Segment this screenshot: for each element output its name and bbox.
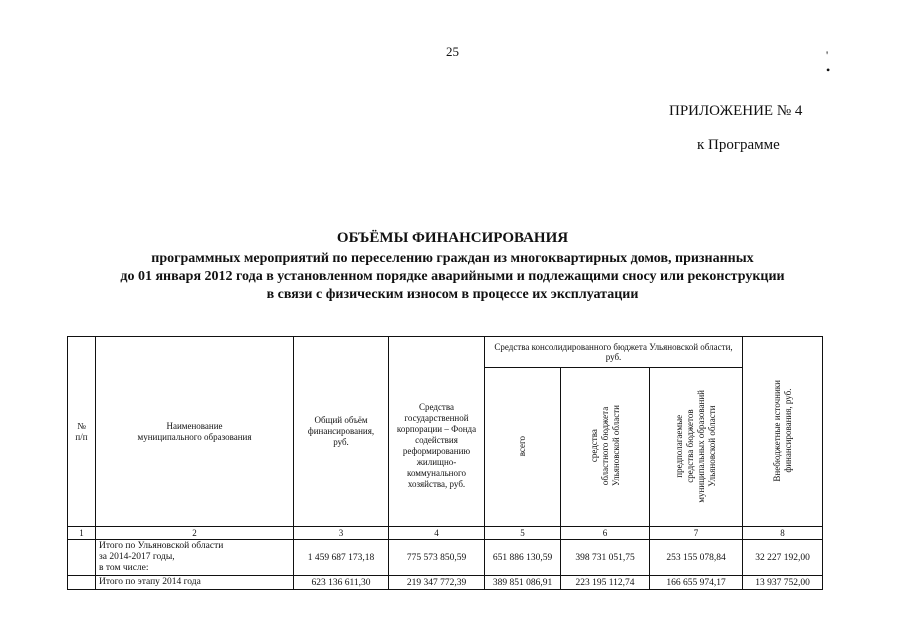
- heading-line-2: до 01 января 2012 года в установленном порядке аварийными и подлежащими сносу или реконструкции: [120, 269, 785, 284]
- header-fund: Средства государственной корпорации – Фонда содействия реформированию жилищно- коммунального хозяйства, руб.: [389, 337, 485, 527]
- cell-name: Итого по Ульяновской области за 2014-2017 годы, в том числе:: [96, 540, 294, 576]
- cell-num: [68, 576, 96, 590]
- table-header-row: [68, 337, 823, 368]
- column-number: 2: [96, 527, 294, 540]
- cell-extra: 13 937 752,00: [743, 576, 823, 590]
- cell-name: Итого по этапу 2014 года: [96, 576, 294, 590]
- financing-table: [67, 336, 823, 590]
- cell-all: 389 851 086,91: [485, 576, 561, 590]
- column-number: 7: [650, 527, 743, 540]
- cell-municipal: 166 655 974,17: [650, 576, 743, 590]
- cell-municipal: 253 155 078,84: [650, 540, 743, 576]
- header-all: всего: [485, 368, 561, 527]
- column-number: 8: [743, 527, 823, 540]
- header-municipal: предполагаемые средства бюджетов муниципальных образований Ульяновской области: [650, 368, 743, 527]
- page-number: 25: [446, 44, 459, 59]
- column-number: 3: [294, 527, 389, 540]
- header-num: № п/п: [68, 337, 96, 527]
- column-number: 4: [389, 527, 485, 540]
- cell-fund: 219 347 772,39: [389, 576, 485, 590]
- cell-total: 1 459 687 173,18: [294, 540, 389, 576]
- heading-line-1: программных мероприятий по переселению граждан из многоквартирных домов, признанных: [151, 251, 754, 266]
- heading-title: ОБЪЁМЫ ФИНАНСИРОВАНИЯ: [336, 230, 569, 246]
- header-total: Общий объём финансирования, руб.: [294, 337, 389, 527]
- document-heading: [0, 230, 905, 304]
- cell-all: 651 886 130,59: [485, 540, 561, 576]
- header-consolidated: Средства консолидированного бюджета Ульяновской области, руб.: [485, 337, 743, 368]
- cell-regional: 223 195 112,74: [561, 576, 650, 590]
- column-number-row: [68, 527, 823, 540]
- cell-extra: 32 227 192,00: [743, 540, 823, 576]
- header-name: Наименование муниципального образования: [96, 337, 294, 527]
- column-number: 5: [485, 527, 561, 540]
- appendix-subtitle: к Программе: [697, 137, 780, 153]
- scan-marks: ' •: [826, 48, 861, 77]
- cell-regional: 398 731 051,75: [561, 540, 650, 576]
- cell-fund: 775 573 850,59: [389, 540, 485, 576]
- cell-num: [68, 540, 96, 576]
- heading-line-3: в связи с физическим износом в процессе их эксплуатации: [266, 287, 639, 302]
- cell-total: 623 136 611,30: [294, 576, 389, 590]
- table-row: [68, 576, 823, 590]
- column-number: 6: [561, 527, 650, 540]
- header-regional: средства областного бюджета Ульяновской области: [561, 368, 650, 527]
- table-row: [68, 540, 823, 576]
- column-number: 1: [68, 527, 96, 540]
- header-extra: Внебюджетные источники финансирования, руб.: [743, 337, 823, 527]
- appendix-title: ПРИЛОЖЕНИЕ № 4: [669, 103, 803, 119]
